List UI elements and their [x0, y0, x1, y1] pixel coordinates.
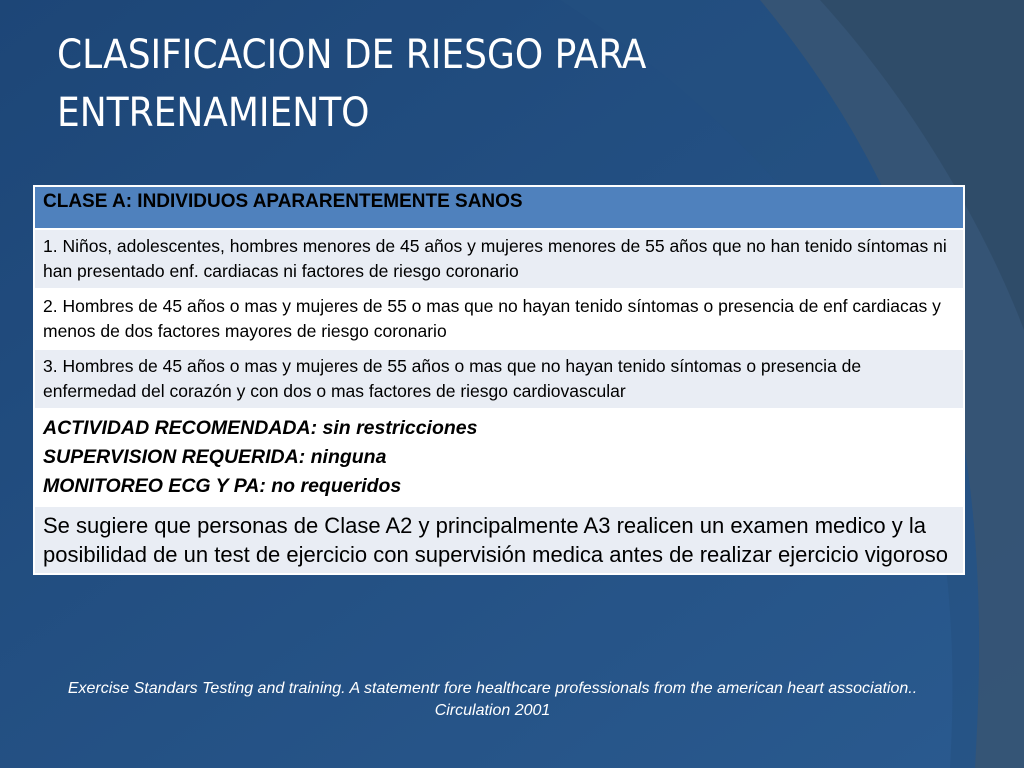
risk-classification-table	[33, 185, 965, 575]
recommended-activity: ACTIVIDAD RECOMENDADA: sin restricciones	[43, 417, 478, 439]
slide-title	[57, 26, 957, 142]
table-row	[34, 349, 964, 409]
recommendations-cell	[34, 409, 964, 506]
table-cell-criterion-3: 3. Hombres de 45 años o mas y mujeres de 55 años o mas que no hayan tenido síntomas o presencia de enfermedad del corazón y con dos o mas factores de riesgo cardiovascular	[34, 349, 964, 409]
note-row	[34, 506, 964, 574]
table-row	[34, 229, 964, 289]
table-cell-criterion-2: 2. Hombres de 45 años o mas y mujeres de 55 o mas que no hayan tenido síntomas o presencia de enf cardiacas y menos de dos factores mayores de riesgo coronario	[34, 289, 964, 349]
title-line-2: ENTRENAMIENTO	[57, 90, 370, 136]
table-header-row	[34, 186, 964, 229]
table-header-cell: CLASE A: INDIVIDUOS APARARENTEMENTE SANOS	[34, 186, 964, 229]
table-row	[34, 289, 964, 349]
title-line-1: CLASIFICACION DE RIESGO PARA	[57, 32, 647, 78]
note-cell: Se sugiere que personas de Clase A2 y principalmente A3 realicen un examen medico y la posibilidad de un test de ejercicio con supervisión medica antes de realizar ejercicio vigoroso	[34, 506, 964, 574]
ecg-bp-monitoring: MONITOREO ECG Y PA: no requeridos	[43, 475, 402, 497]
table-cell-criterion-1: 1. Niños, adolescentes, hombres menores de 45 años y mujeres menores de 55 años que no han tenido síntomas ni han presentado enf. cardiacas ni factores de riesgo coronario	[34, 229, 964, 289]
recommendations-row	[34, 409, 964, 506]
source-citation: Exercise Standars Testing and training. A statementr fore healthcare professionals from the american heart association.. Circulation 2001	[67, 680, 918, 719]
required-supervision: SUPERVISION REQUERIDA: ninguna	[43, 446, 387, 468]
